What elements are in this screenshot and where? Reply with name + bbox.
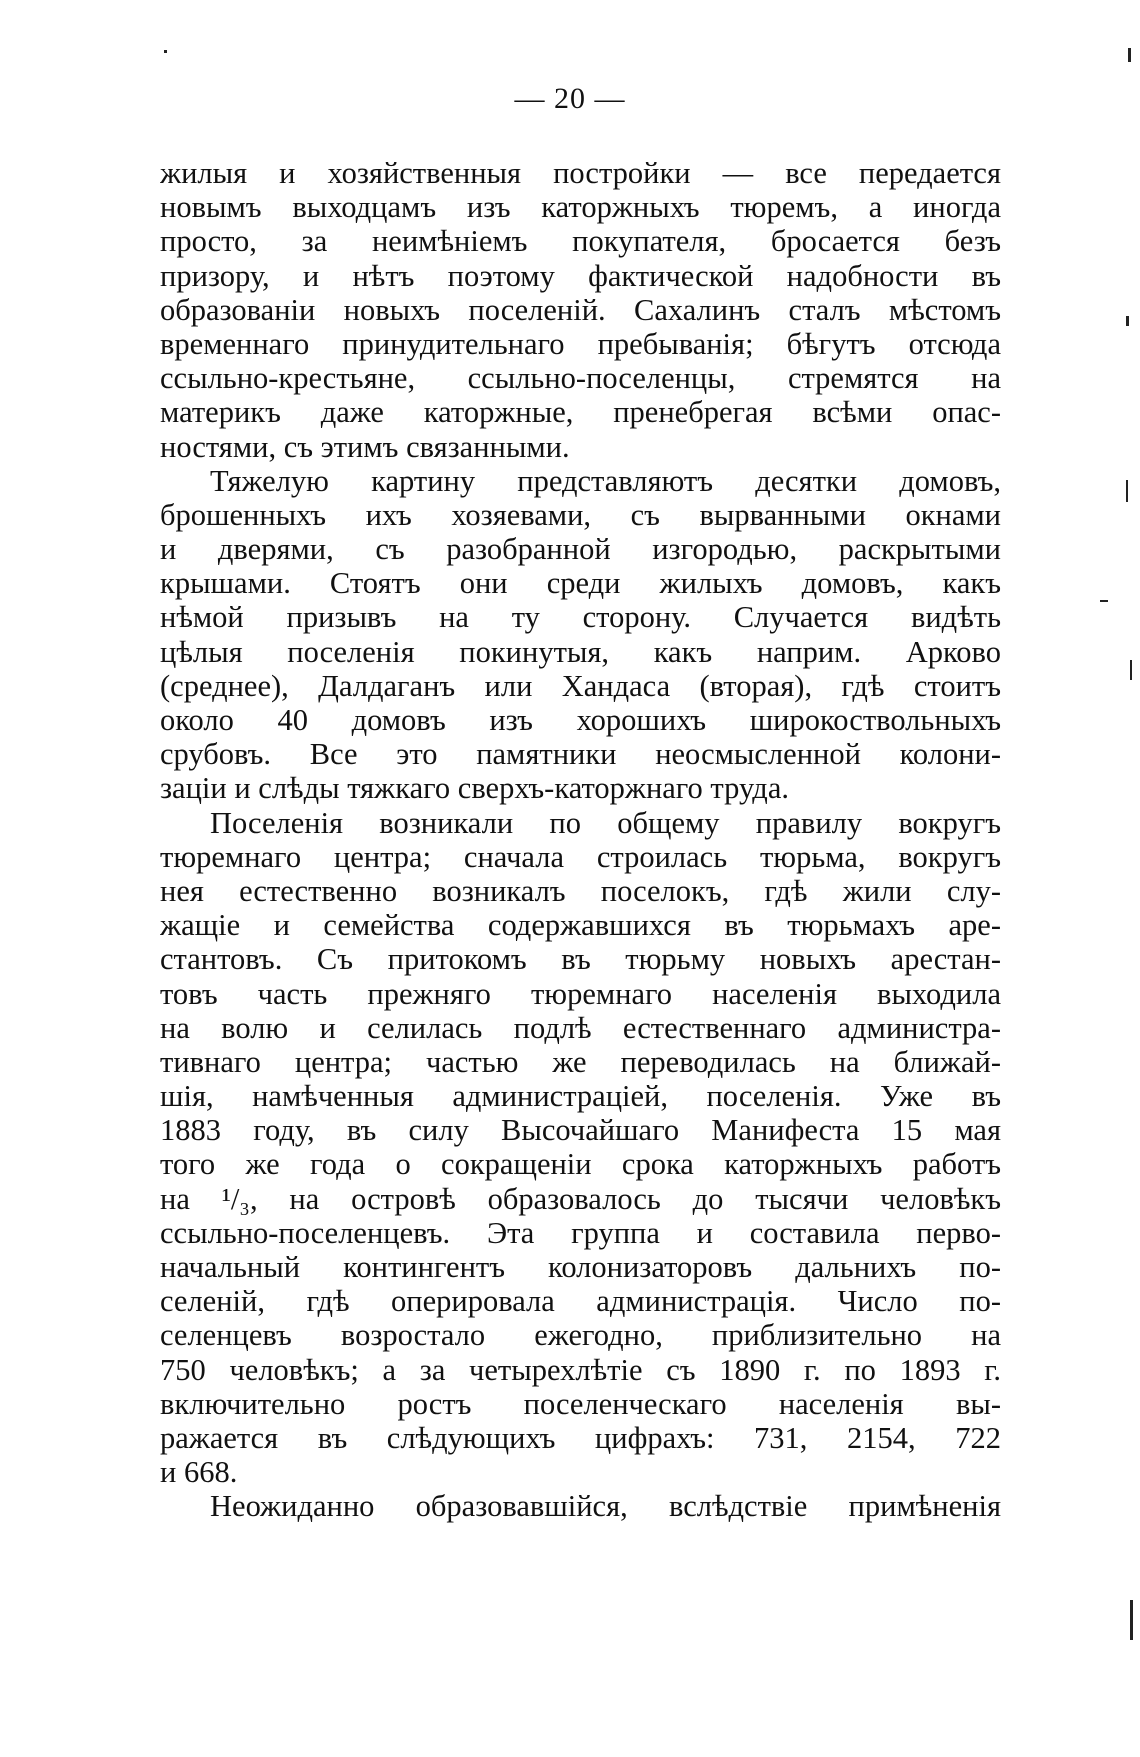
body-text: [160, 156, 1001, 1524]
text-line: материкъ даже каторжные, пренебрегая всѣми опас-: [160, 395, 1001, 430]
text-line: ражается въ слѣдующихъ цифрахъ: 731, 2154, 722: [160, 1420, 1001, 1455]
text-line: цѣлыя поселенія покинутыя, какъ наприм. Арково: [160, 634, 1001, 669]
scan-speck: [164, 50, 167, 53]
text-line: селеній, гдѣ оперировала администрація. Число по-: [160, 1284, 1001, 1319]
text-line: (среднее), Далдаганъ или Хандаса (вторая), гдѣ стоитъ: [160, 668, 1001, 703]
page-number: — 20 —: [514, 82, 626, 115]
text-line: нѣмой призывъ на ту сторону. Случается видѣть: [160, 600, 1001, 635]
text-line: и дверями, съ разобранной изгородью, раскрытыми: [160, 532, 1001, 567]
text-line: временнаго принудительнаго пребыванія; бѣгутъ отсюда: [160, 326, 1001, 361]
text-line: стантовъ. Съ притокомъ въ тюрьму новыхъ арестан-: [160, 942, 1001, 977]
text-line: 1883 году, въ силу Высочайшаго Манифеста 15 мая: [160, 1113, 1001, 1148]
scan-speck: [1130, 660, 1132, 680]
text-line: того же года о сокращеніи срока каторжныхъ работъ: [160, 1147, 1001, 1182]
text-line: крышами. Стоятъ они среди жилыхъ домовъ, какъ: [160, 566, 1001, 601]
text-line: на волю и селилась подлѣ естественнаго администра-: [160, 1010, 1001, 1045]
text-line: шія, намѣченныя администраціей, поселенія. Уже въ: [160, 1079, 1001, 1114]
text-line: новымъ выходцамъ изъ каторжныхъ тюремъ, а иногда: [160, 190, 1001, 225]
text-line: брошенныхъ ихъ хозяевами, съ вырванными окнами: [160, 497, 1001, 532]
scan-speck: [1100, 600, 1108, 602]
scan-speck: [1126, 480, 1128, 502]
text-line: Неожиданно образовавшійся, вслѣдствіе примѣненія: [210, 1489, 1001, 1524]
text-line: ссыльно-крестьяне, ссыльно-поселенцы, стремятся на: [160, 361, 1001, 396]
text-line: жащіе и семейства содержавшихся въ тюрьмахъ аре-: [160, 908, 1001, 943]
text-line: тивнаго центра; частью же переводилась на ближай-: [160, 1044, 1001, 1079]
text-line: на ¹/₃, на островѣ образовалось до тысячи человѣкъ: [160, 1181, 1001, 1216]
text-line: нея естественно возникалъ поселокъ, гдѣ жили слу-: [160, 873, 1001, 908]
scan-speck: [1130, 1600, 1133, 1640]
text-line: призору, и нѣтъ поэтому фактической надобности въ: [160, 258, 1001, 293]
text-line: срубовъ. Все это памятники неосмысленной колони-: [160, 737, 1001, 772]
text-line: заціи и слѣды тяжкаго сверхъ-каторжнаго труда.: [160, 771, 789, 806]
text-line: просто, за неимѣніемъ покупателя, бросается безъ: [160, 224, 1001, 259]
text-line: ссыльно-поселенцевъ. Эта группа и составила перво-: [160, 1215, 1001, 1250]
text-line: ностями, съ этимъ связанными.: [160, 429, 570, 464]
text-line: Поселенія возникали по общему правилу вокругъ: [210, 805, 1001, 840]
text-line: Тяжелую картину представляютъ десятки домовъ,: [210, 463, 1001, 498]
scan-speck: [1126, 316, 1129, 326]
text-line: начальный контингентъ колонизаторовъ дальнихъ по-: [160, 1250, 1001, 1284]
text-line: селенцевъ возростало ежегодно, приблизительно на: [160, 1318, 1001, 1353]
text-line: 750 человѣкъ; а за четырехлѣтіе съ 1890 г. по 1893 г.: [160, 1352, 1001, 1387]
text-line: образованіи новыхъ поселеній. Сахалинъ сталъ мѣстомъ: [160, 292, 1001, 327]
text-line: около 40 домовъ изъ хорошихъ широкоствольныхъ: [160, 703, 1001, 737]
text-line: тюремнаго центра; сначала строилась тюрьма, вокругъ: [160, 839, 1001, 874]
text-line: товъ часть прежняго тюремнаго населенія выходила: [160, 976, 1001, 1011]
text-line: включительно ростъ поселенческаго населенія вы-: [160, 1386, 1001, 1421]
scan-speck: [1128, 48, 1131, 62]
text-line: и 668.: [160, 1455, 238, 1490]
text-line: жилыя и хозяйственныя постройки — все передается: [160, 156, 1001, 190]
